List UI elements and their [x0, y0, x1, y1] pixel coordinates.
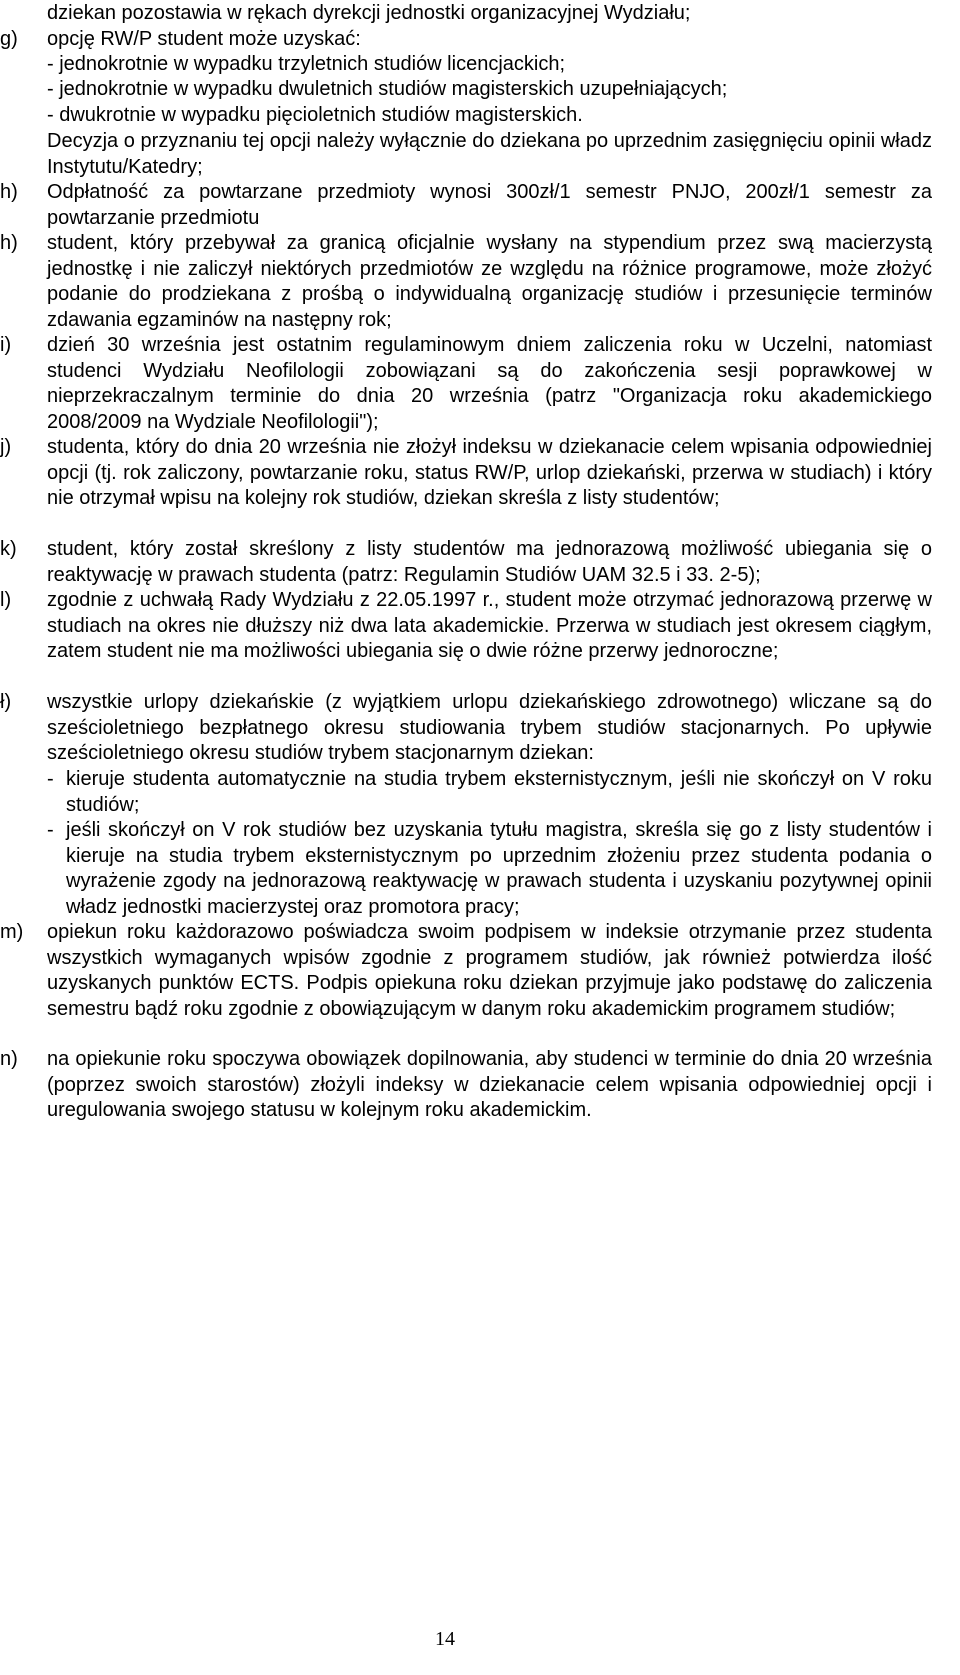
sub-item-text: jeśli skończył on V rok studiów bez uzyskania tytułu magistra, skreśla się go z listy studentów i kieruje na studia trybem eksternistycznym po uprzednim złożeniu przez studenta podania o wyrażenie zgody na jednorazową reaktywację w prawach studenta i uzyskaniu pozytywnej opinii władz jednostki macierzystej oraz promotora pracy; — [66, 819, 932, 918]
sub-item-text: kieruje studenta automatycznie na studia trybem eksternistycznym, jeśli nie skończył on V roku studiów; — [66, 768, 932, 816]
dash-marker: - — [47, 819, 54, 841]
item-text: na opiekunie roku spoczywa obowiązek dopilnowania, aby studenci w terminie do dnia 20 września (poprzez swoich starostów) złożyli indeksy w dziekanacie celem wpisania odpowiedniej opcji i uregulowania swojego statusu w kolejnym roku akademickim. — [47, 1048, 932, 1121]
option-line: - dwukrotnie w wypadku pięcioletnich studiów magisterskich. — [47, 104, 583, 126]
item-text: zgodnie z uchwałą Rady Wydziału z 22.05.1997 r., student może otrzymać jednorazową przerwę w studiach na okres nie dłuższy niż dwa lata akademickie. Przerwa w studiach jest okresem ciągłym, zatem student nie ma możliwości ubiegania się o dwie różne przerwy jednoroczne; — [47, 589, 932, 662]
item-marker: ł) — [0, 691, 12, 713]
item-text: student, który przebywał za granicą oficjalnie wysłany na stypendium przez swą macierzystą jednostkę i nie zaliczył niektórych przedmiotów ze względu na różnice programowe, może złożyć podanie do prodziekana z prośbą o indywidualną organizację studiów i przesunięcie terminów zdawania egzaminów na następny rok; — [47, 232, 932, 331]
item-marker: h) — [0, 181, 18, 203]
decision-paragraph: Decyzja o przyznaniu tej opcji należy wyłącznie do dziekana po uprzednim zasięgnięciu opinii władz Instytutu/Katedry; — [47, 130, 932, 178]
intro-line: dziekan pozostawia w rękach dyrekcji jednostki organizacyjnej Wydziału; — [47, 2, 691, 24]
item-marker: n) — [0, 1048, 18, 1070]
item-text: dzień 30 września jest ostatnim regulaminowym dniem zaliczenia roku w Uczelni, natomiast studenci Wydziału Neofilologii zobowiązani są do zakończenia sesji poprawkowej w nieprzekraczalnym terminie do dnia 20 września (patrz "Organizacja roku akademickiego 2008/2009 na Wydziale Neofilologii"); — [47, 334, 932, 433]
item-text: opiekun roku każdorazowo poświadcza swoim podpisem w indeksie otrzymanie przez studenta wszystkich wymaganych wpisów zgodnie z programem studiów, jak również potwierdza ilość uzyskanych punktów ECTS. Podpis opiekuna roku dziekan przyjmuje jako podstawę do zaliczenia semestru bądź roku zgodnie z obowiązującym w danym roku akademickim programem studiów; — [47, 921, 932, 1020]
item-text: opcję RW/P student może uzyskać: — [47, 28, 361, 50]
item-marker: i) — [0, 334, 12, 356]
item-marker: g) — [0, 28, 18, 50]
item-text: Odpłatność za powtarzane przedmioty wynosi 300zł/1 semestr PNJO, 200zł/1 semestr za powtarzanie przedmiotu — [47, 181, 932, 229]
item-marker: l) — [0, 589, 12, 611]
item-marker: j) — [0, 436, 12, 458]
option-line: - jednokrotnie w wypadku dwuletnich studiów magisterskich uzupełniających; — [47, 78, 728, 100]
dash-marker: - — [47, 768, 54, 790]
item-text: wszystkie urlopy dziekańskie (z wyjątkiem urlopu dziekańskiego zdrowotnego) wliczane są do sześcioletniego bezpłatnego okresu studiowania trybem studiów stacjonarnych. Po upływie sześcioletniego okresu studiów trybem stacjonarnym dziekan: — [47, 691, 932, 764]
item-text: student, który został skreślony z listy studentów ma jednorazową możliwość ubiegania się o reaktywację w prawach studenta (patrz: Regulamin Studiów UAM 32.5 i 33. 2-5); — [47, 538, 932, 586]
item-marker: m) — [0, 921, 24, 943]
item-text: studenta, który do dnia 20 września nie złożył indeksu w dziekanacie celem wpisania odpowiedniej opcji (tj. rok zaliczony, powtarzanie roku, status RW/P, urlop dziekański, przerwa w studiach) i który nie otrzymał wpisu na kolejny rok studiów, dziekan skreśla z listy studentów; — [47, 436, 932, 509]
page-number: 14 — [435, 1628, 455, 1650]
item-marker: h) — [0, 232, 18, 254]
option-line: - jednokrotnie w wypadku trzyletnich studiów licencjackich; — [47, 53, 566, 75]
item-marker: k) — [0, 538, 17, 560]
